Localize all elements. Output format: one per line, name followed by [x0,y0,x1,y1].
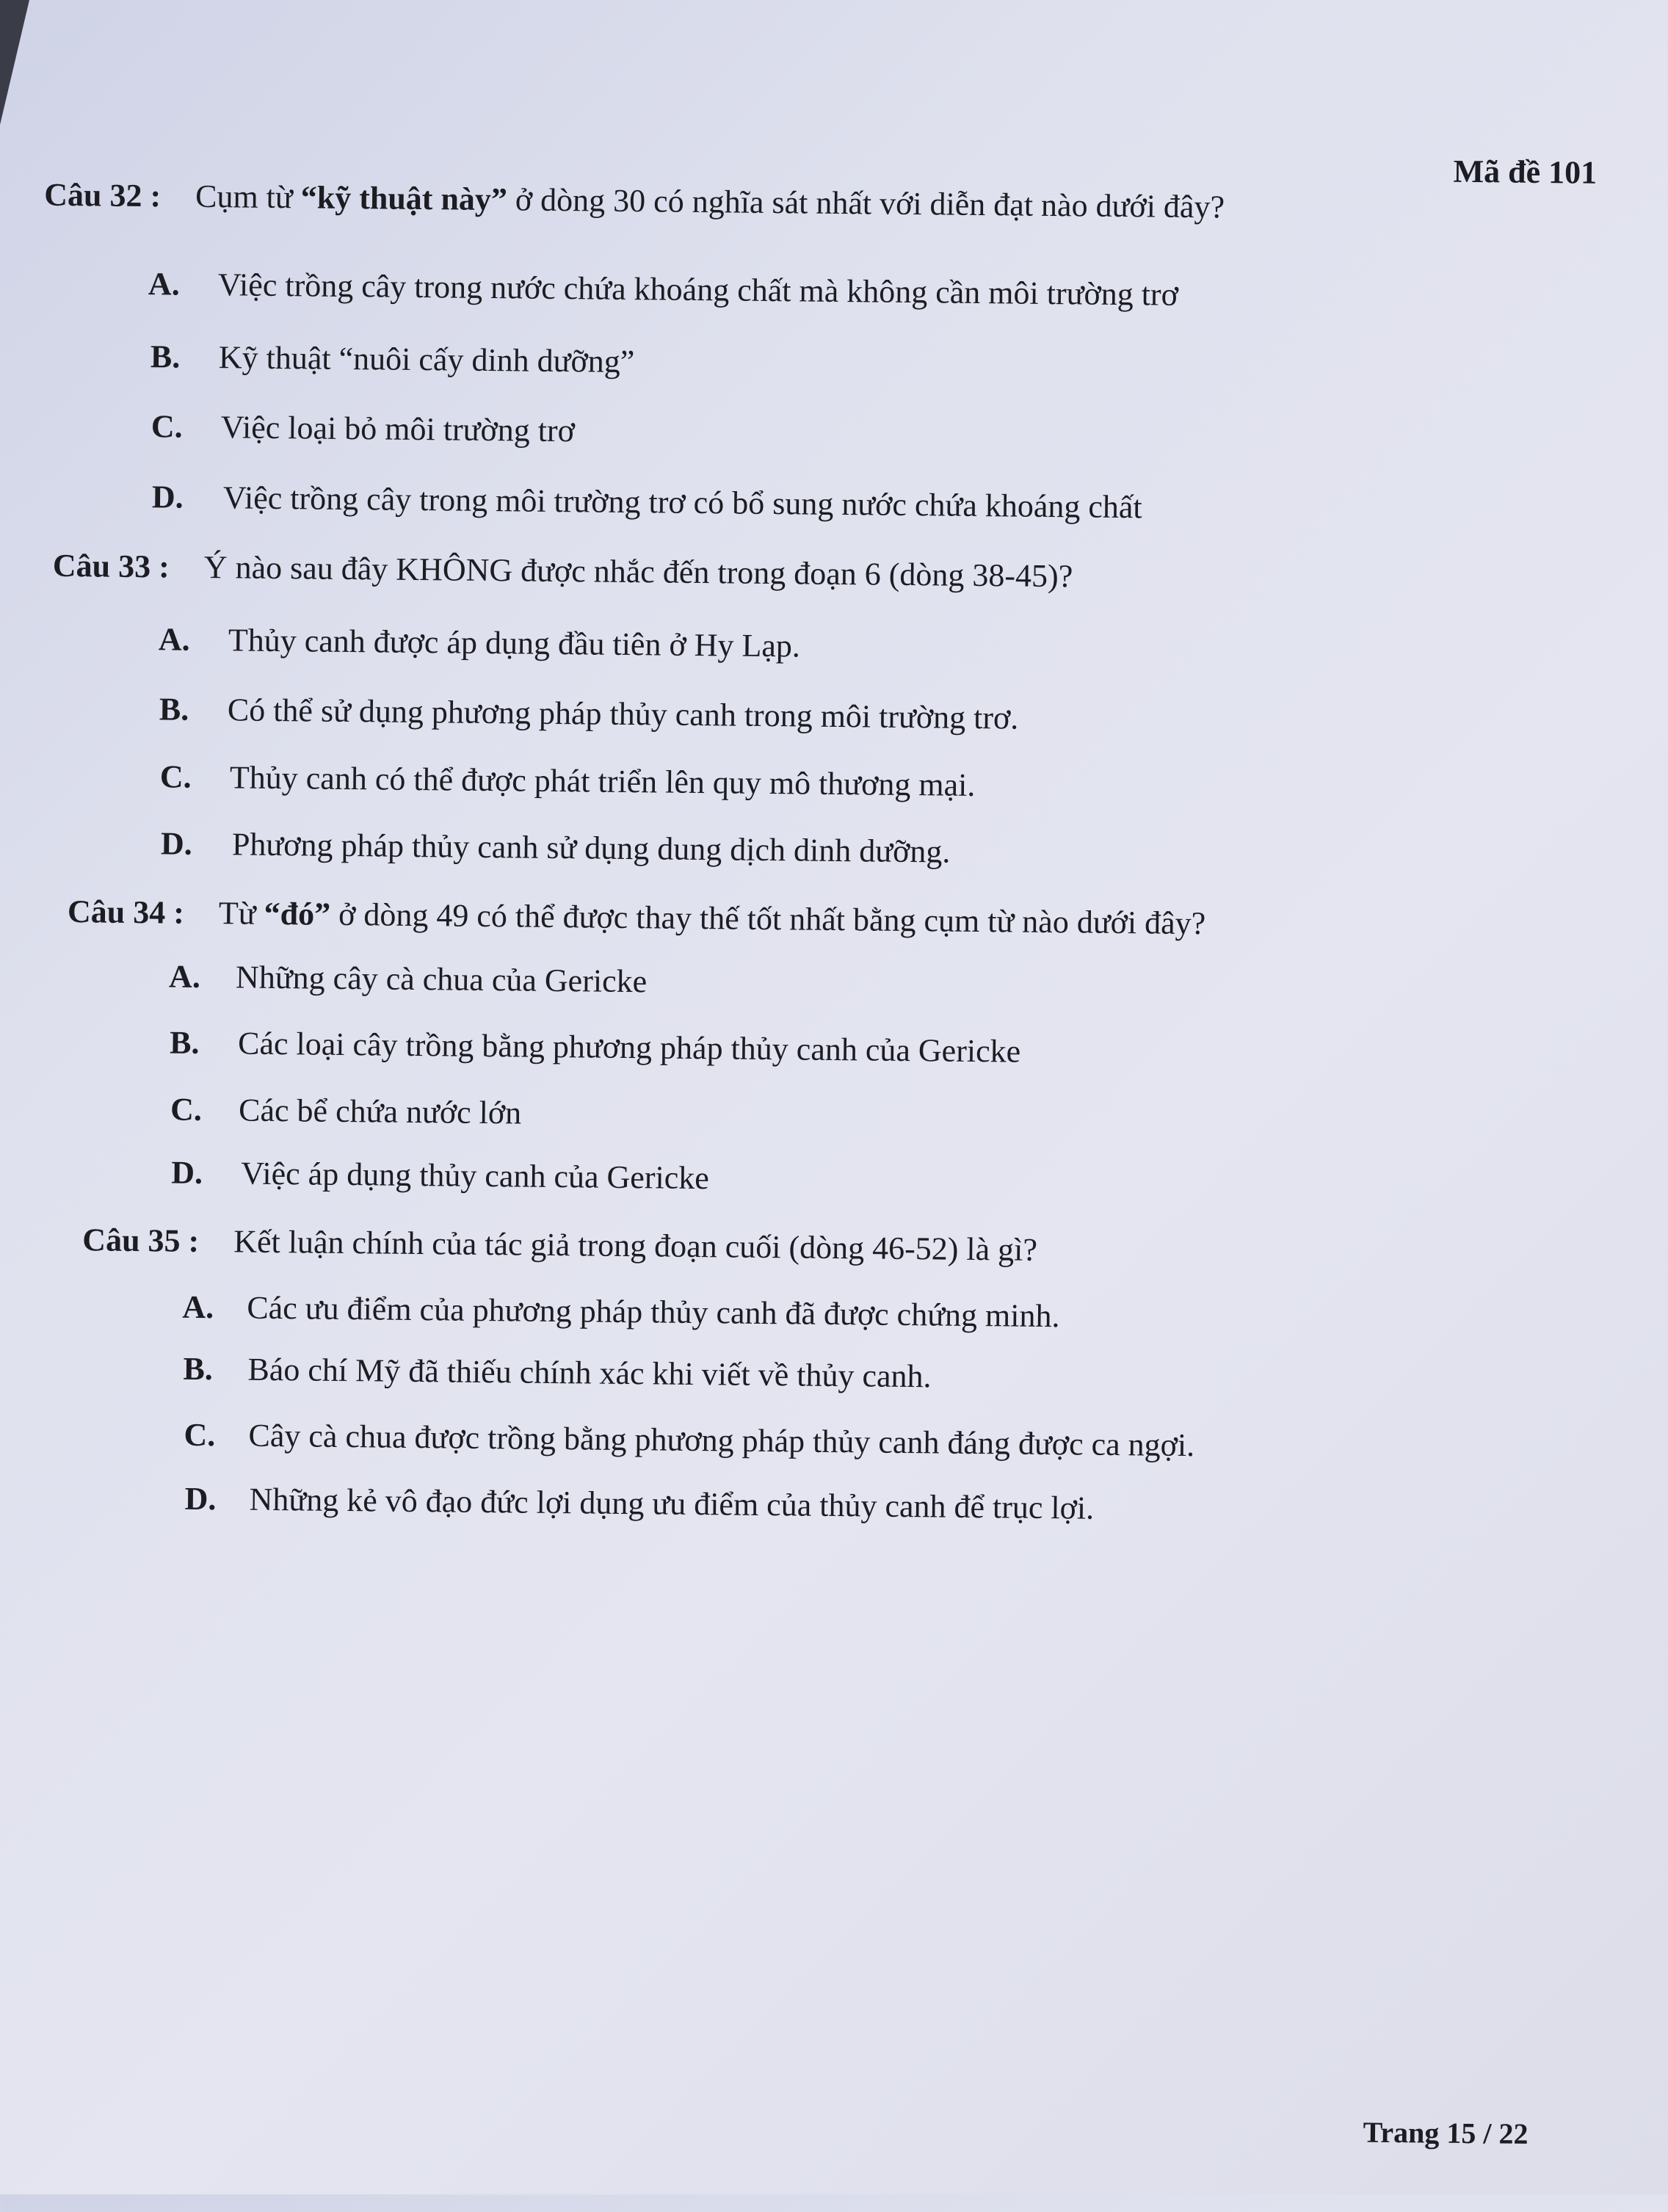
question-label: Câu 32 : [43,176,162,214]
option-text: Báo chí Mỹ đã thiếu chính xác khi viết về thủy canh. [247,1351,932,1395]
option-letter: D. [151,479,184,515]
option-letter: A. [148,266,180,302]
option-letter: A. [168,958,201,995]
exam-code: Mã đề 101 [1453,153,1598,191]
option-letter: B. [150,338,181,375]
question-35 [82,1222,1037,1269]
question-32 [44,177,1225,226]
option-letter: C. [184,1416,216,1454]
question-stem: Từ [218,895,264,932]
option-text: Cây cà chua được trồng bằng phương pháp thủy canh đáng được ca ngợi. [248,1417,1195,1464]
question-33 [53,548,1073,595]
option-letter: C. [159,758,192,795]
option-letter: A. [182,1288,214,1326]
option-text: Các loại cây trồng bằng phương pháp thủy canh của Gericke [237,1025,1021,1070]
option-letter: D. [160,825,193,862]
option-letter: A. [158,621,190,658]
option-text: Các ưu điểm của phương pháp thủy canh đã được chứng minh. [247,1289,1060,1335]
option-letter: B. [169,1024,200,1061]
question-stem: Kết luận chính của tác giả trong đoạn cuối (dòng 46-52) là gì? [233,1223,1038,1268]
option-text: Việc áp dụng thủy canh của Gericke [241,1155,710,1197]
question-label: Câu 35 : [82,1222,200,1259]
option-text: Việc loại bỏ môi trường trơ [220,409,576,449]
question-stem: Cụm từ [195,178,302,216]
option-text: Việc trồng cây trong môi trường trơ có bổ sung nước chứa khoáng chất [222,479,1142,526]
option-text: Những cây cà chua của Gericke [235,959,648,1000]
option-text: Việc trồng cây trong nước chứa khoáng chất mà không cần môi trường trơ [217,266,1179,313]
question-stem-bold: “đó” [264,895,331,932]
question-stem: ở dòng 30 có nghĩa sát nhất với diễn đạt nào dưới đây? [507,181,1225,225]
question-label: Câu 33 : [52,547,170,585]
page-number: Trang 15 / 22 [1363,2115,1529,2150]
option-letter: C. [151,408,183,445]
option-text: Có thể sử dụng phương pháp thủy canh trong môi trường trơ. [227,692,1019,736]
option-text: Phương pháp thủy canh sử dụng dung dịch dinh dưỡng. [231,826,951,870]
question-stem: ở dòng 49 có thể được thay thế tốt nhất bằng cụm từ nào dưới đây? [330,896,1206,942]
option-text: Kỹ thuật “nuôi cấy dinh dưỡng” [218,339,635,380]
option-letter: B. [183,1350,214,1388]
option-letter: D. [171,1154,203,1191]
question-stem-bold: “kỹ thuật này” [300,179,508,218]
option-text: Thủy canh có thể được phát triển lên quy mô thương mại. [229,759,976,803]
option-text: Các bể chứa nước lớn [238,1092,522,1131]
option-letter: D. [184,1480,217,1517]
question-stem: Ý nào sau đây KHÔNG được nhắc đến trong đoạn 6 (dòng 38-45)? [203,548,1073,595]
question-34 [68,893,1206,942]
option-letter: B. [159,691,189,728]
option-letter: C. [170,1091,203,1128]
question-label: Câu 34 : [67,893,185,931]
option-text: Thủy canh được áp dụng đầu tiên ở Hy Lạp. [228,622,801,664]
option-text: Những kẻ vô đạo đức lợi dụng ưu điểm của thủy canh để trục lợi. [249,1481,1095,1526]
